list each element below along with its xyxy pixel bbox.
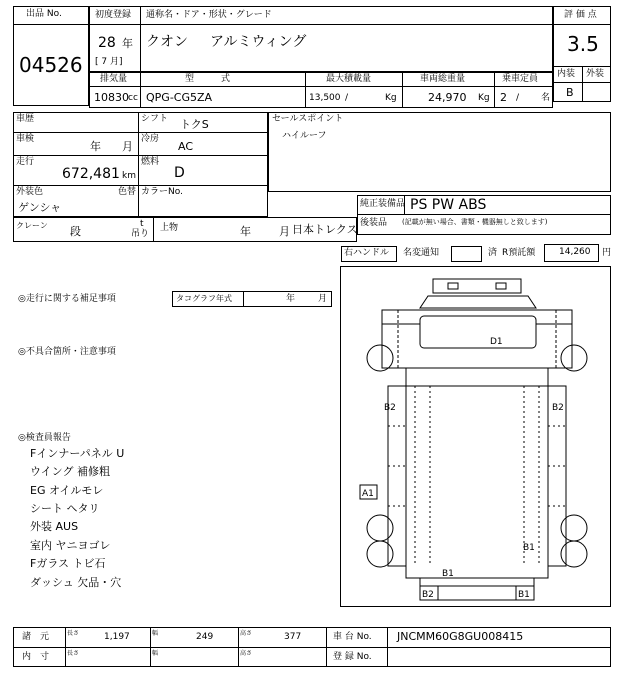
equipment-value: PS PW ABS [410, 197, 487, 213]
report-line: Fガラス トビ石 [30, 557, 106, 570]
truck-damage-diagram [340, 266, 611, 607]
gross-weight-value: 24,970 [428, 91, 467, 104]
max-load-label: 最大積載量 [326, 74, 372, 84]
retrofit-note: (記載が無い場合、書類・機器無しと致します) [402, 218, 548, 226]
damage-mark-a1: A1 [362, 489, 374, 499]
upper-body-label: 上物 [160, 223, 179, 233]
capacity-label: 乗車定員 [502, 74, 539, 84]
crane-ton: t [140, 219, 144, 229]
tacho-label: タコグラフ年式 [176, 294, 232, 303]
displacement-value: 10830 [94, 91, 129, 104]
tacho-month: 月 [318, 294, 328, 304]
name-change-box [451, 246, 482, 262]
displacement-label: 排気量 [100, 74, 128, 84]
inspection-year: 年 [90, 140, 101, 153]
exterior-color-label: 外装色 [16, 187, 44, 197]
registration-month: [ 7 月] [95, 57, 123, 67]
aircon-value: AC [178, 140, 194, 153]
report-line: Fインナーパネル U [30, 447, 125, 460]
width-label: 幅 [152, 630, 159, 637]
car-name: クオン [146, 34, 188, 50]
inspector-report-title: ◎検査員報告 [18, 433, 71, 443]
inner-height-label: 高さ [240, 650, 253, 657]
inner-length-label: 長さ [67, 650, 80, 657]
inspection-month: 月 [122, 140, 133, 153]
exterior-color-value: ゲンシャ [18, 201, 62, 214]
chassis-number: JNCMM60G8GU008415 [397, 630, 524, 643]
capacity-unit: 名 [541, 93, 551, 103]
fuel-value: D [174, 165, 185, 181]
inspection-label: 車検 [16, 134, 35, 144]
shift-value: トクS [180, 118, 209, 131]
history-label: 車歴 [16, 114, 35, 124]
damage-mark-b2-right: B2 [552, 403, 564, 413]
interior-grade: B [566, 86, 574, 99]
recycle-value: 14,260 [559, 247, 591, 257]
sales-point-label: セールスポイント [272, 114, 344, 124]
lot-number: 04526 [19, 53, 83, 77]
vehicle-name-label: 通称名・ドア・形状・グレード [146, 10, 272, 20]
mileage-value: 672,481 [62, 166, 120, 182]
model-value: QPG-CG5ZA [146, 91, 213, 104]
retrofit-label: 後装品 [360, 218, 388, 228]
upper-body-maker: 日本トレクス [292, 223, 358, 236]
yen-unit: 円 [602, 248, 612, 258]
crane-label: クレーン [16, 221, 48, 230]
handle-value: 右ハンドル [344, 248, 390, 258]
defect-notes-title: ◎不具合箇所・注意事項 [18, 347, 116, 357]
sales-point-value: ハイルーフ [282, 131, 327, 141]
mileage-unit: km [122, 171, 136, 181]
evaluation-score: 3.5 [567, 32, 599, 56]
sales-point-box [268, 112, 611, 192]
report-line: シート ヘタリ [30, 502, 100, 515]
crane-stage: 段 [70, 225, 81, 238]
report-line: EG オイルモレ [30, 484, 104, 497]
lot-label: 出品 No. [26, 9, 62, 19]
recycle-label: R預託額 [502, 248, 536, 258]
crane-hang: 吊り [131, 229, 150, 239]
year-unit: 年 [122, 37, 133, 50]
capacity-value: 2 [500, 91, 507, 104]
damage-mark-b1-right: B1 [523, 543, 535, 553]
deposit-label: 済 [488, 248, 498, 258]
inner-dimensions-label: 内 寸 [22, 652, 50, 662]
name-change-label: 名変通知 [403, 248, 440, 258]
mileage-label: 走行 [16, 157, 35, 167]
report-line: ウイング 補修粗 [30, 465, 110, 478]
max-load-unit: Kg [385, 93, 397, 103]
equipment-label: 純正装備品 [360, 199, 406, 209]
aircon-label: 冷房 [141, 134, 160, 144]
displacement-unit: cc [128, 93, 138, 103]
max-load-value: 13,500 [309, 93, 341, 103]
max-load-sep: / [345, 93, 349, 103]
registration-no-label: 登 録 No. [333, 652, 372, 662]
registration-year: 28 [98, 35, 116, 51]
report-line: 室内 ヤニヨゴレ [30, 539, 111, 552]
length-value: 1,197 [104, 632, 130, 642]
width-value: 249 [196, 632, 214, 642]
tacho-year: 年 [286, 294, 296, 304]
model-label: 型 式 [185, 74, 231, 84]
car-grade: アルミウィング [210, 34, 307, 50]
height-label: 高さ [240, 630, 253, 637]
inner-width-label: 幅 [152, 650, 159, 657]
paint-change-label: 色替 [118, 187, 137, 197]
height-value: 377 [284, 632, 302, 642]
color-no-label: カラーNo. [141, 187, 183, 197]
damage-mark-d1: D1 [490, 337, 503, 347]
damage-mark-b2-rear: B2 [422, 590, 434, 600]
driving-notes-title: ◎走行に関する補足事項 [18, 294, 116, 304]
report-line: ダッシュ 欠品・穴 [30, 576, 122, 589]
report-line: 外装 AUS [30, 520, 79, 533]
upper-body-year: 年 [240, 225, 251, 238]
length-label: 長さ [67, 630, 80, 637]
fuel-label: 燃料 [141, 157, 160, 167]
score-label: 評 価 点 [564, 10, 597, 20]
upper-body-month: 月 [279, 225, 290, 238]
chassis-label: 車 台 No. [333, 632, 372, 642]
damage-mark-b1-bottom: B1 [442, 569, 454, 579]
gross-weight-label: 車両総重量 [420, 74, 466, 84]
spec-label: 諸 元 [22, 632, 50, 642]
gross-weight-unit: Kg [478, 93, 490, 103]
shift-label: シフト [141, 114, 169, 124]
interior-label: 内装 [557, 69, 576, 79]
capacity-sep: / [516, 93, 520, 103]
exterior-label: 外装 [586, 69, 605, 79]
first-registration-label: 初度登録 [95, 10, 132, 20]
damage-mark-b2-left: B2 [384, 403, 396, 413]
damage-mark-b1-rear: B1 [518, 590, 530, 600]
